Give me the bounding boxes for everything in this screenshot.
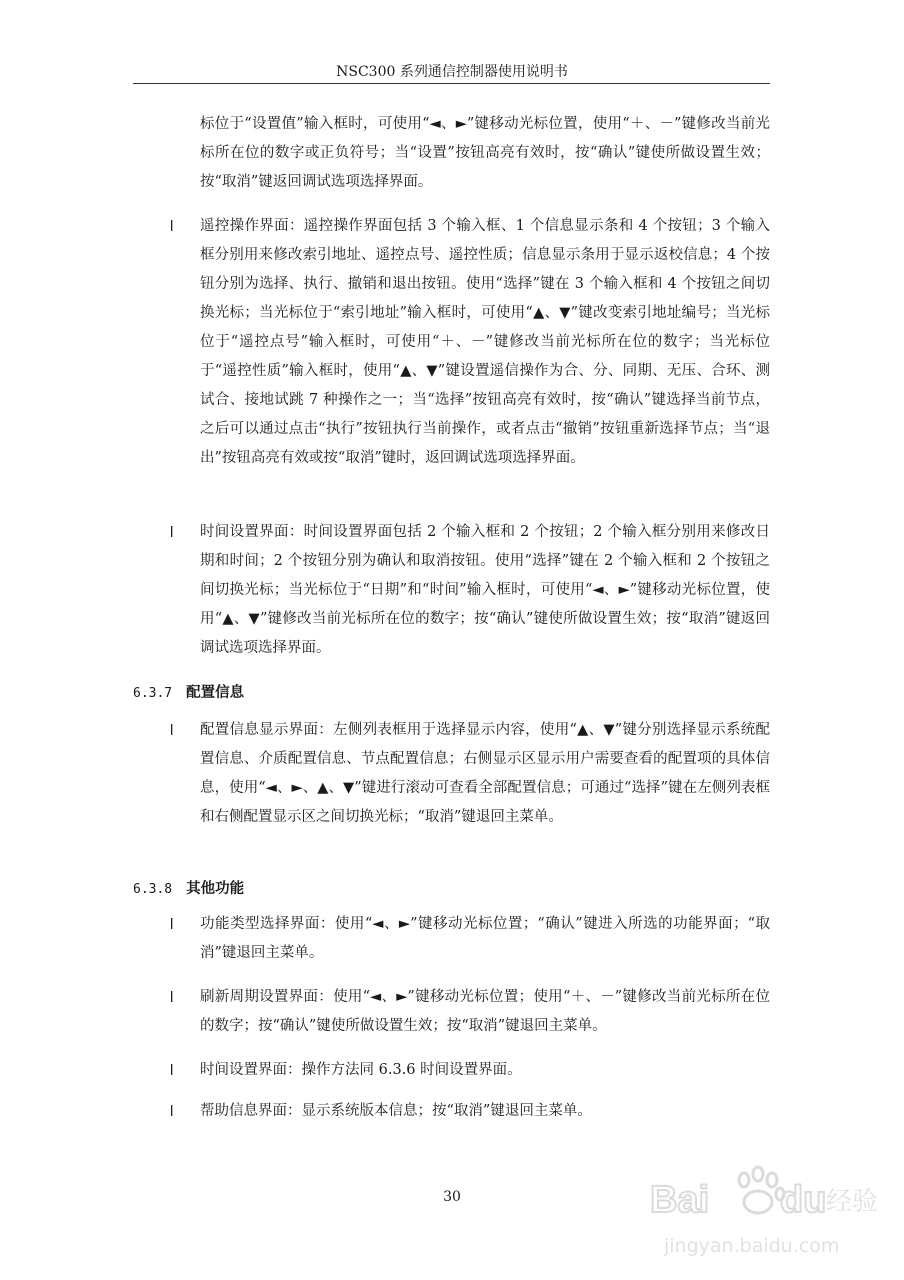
paragraph-time-setting-debug: 时间设置界面：时间设置界面包括 2 个输入框和 2 个按钮；2 个输入框分别用来修改日期和时间；2 个按钮分别为确认和取消按钮。使用“选择”键在 2 个输入框和 2 个按钮之间切换光标；当光标位于“日期”和“时间”输入框时，可使用“◄、►”键移动光标位置，使用“▲、▼”键修改当前光标所在位的数字；按“确认”键使所做设置生效；按“取消”键返回调试选项选择界面。 — [200, 524, 770, 656]
bullet-marker: l — [170, 218, 174, 235]
section-heading-6-3-8 — [133, 877, 244, 902]
bullet-marker: l — [170, 524, 174, 541]
paragraph-remote-control-ui: 遥控操作界面：遥控操作界面包括 3 个输入框、1 个信息显示条和 4 个按钮；3 个输入框分别用来修改索引地址、遥控点号、遥控性质；信息显示条用于显示返校信息；4 个按钮分别为选择、执行、撤销和退出按钮。使用“选择”键在 3 个输入框和 4 个按钮之间切换光标；当光标位于“索引地址”输入框时，可使用“▲、▼”键改变索引地址编号；当光标位于“遥控点号”输入框时，可使用“＋、－”键修改当前光标所在位的数字；当光标位于“遥控性质”输入框时，使用“▲、▼”键设置遥信操作为合、分、同期、无压、合环、测试合、接地试跳 7 种操作之一；当“选择”按钮高亮有效时，按“确认”键选择当前节点，之后可以通过点击“执行”按钮执行当前操作，或者点击“撤销”按钮重新选择节点；当“退出”按钮高亮有效或按“取消”键时，返回调试选项选择界面。 — [200, 218, 770, 466]
section-heading-6-3-7 — [133, 681, 244, 706]
watermark-logo-svg — [640, 1140, 880, 1270]
page-header-title: NSC300 系列通信控制器使用说明书 — [336, 64, 568, 80]
watermark-cn-text: 经验 — [826, 1187, 879, 1217]
watermark-bai-text: Bai — [650, 1179, 710, 1221]
bullet-marker: l — [170, 1103, 174, 1120]
baidu-jingyan-watermark — [640, 1140, 880, 1270]
paragraph-intro-continuation: 标位于“设置值”输入框时，可使用“◄、►”键移动光标位置，使用“＋、－”键修改当前光标所在位的数字或正负符号；当“设置”按钮高亮有效时，按“确认”键使所做设置生效；按“取消”键返回调试选项选择界面。 — [200, 116, 770, 190]
section-title: 其他功能 — [186, 881, 245, 897]
bullet-marker: l — [170, 722, 174, 739]
watermark-du-text: du — [780, 1179, 827, 1221]
section-number: 6.3.7 — [133, 686, 173, 701]
bullet-marker: l — [170, 1062, 174, 1079]
paw-toe-icon — [767, 1173, 777, 1187]
bullet-marker: l — [170, 916, 174, 933]
paw-toe-icon — [739, 1173, 749, 1187]
header-rule — [133, 83, 770, 84]
page-number: 30 — [443, 1189, 461, 1205]
section-title: 配置信息 — [186, 685, 245, 701]
paragraph-function-select-ui: 功能类型选择界面：使用“◄、►”键移动光标位置；“确认”键进入所选的功能界面；“取消”键退回主菜单。 — [200, 916, 770, 961]
paragraph-config-info-ui: 配置信息显示界面：左侧列表框用于选择显示内容，使用“▲、▼”键分别选择显示系统配置信息、介质配置信息、节点配置信息；右侧显示区显示用户需要查看的配置项的具体信息，使用“◄、►、▲、▼”键进行滚动可查看全部配置信息；可通过“选择”键在左侧列表框和右侧配置显示区之间切换光标；“取消”键退回主菜单。 — [200, 722, 770, 825]
paragraph-time-setting-other: 时间设置界面：操作方法同 6.3.6 时间设置界面。 — [200, 1062, 522, 1078]
paragraph-help-info-ui: 帮助信息界面：显示系统版本信息；按“取消”键退回主菜单。 — [200, 1103, 592, 1119]
paw-toe-icon — [753, 1167, 763, 1181]
watermark-url-text: jingyan.baidu.com — [664, 1235, 840, 1257]
bullet-marker: l — [170, 989, 174, 1006]
section-number: 6.3.8 — [133, 882, 173, 897]
paragraph-refresh-period-ui: 刷新周期设置界面：使用“◄、►”键移动光标位置；使用“＋、－”键修改当前光标所在位的数字；按“确认”键使所做设置生效；按“取消”键退回主菜单。 — [200, 989, 770, 1034]
paw-pad-icon — [744, 1191, 772, 1213]
